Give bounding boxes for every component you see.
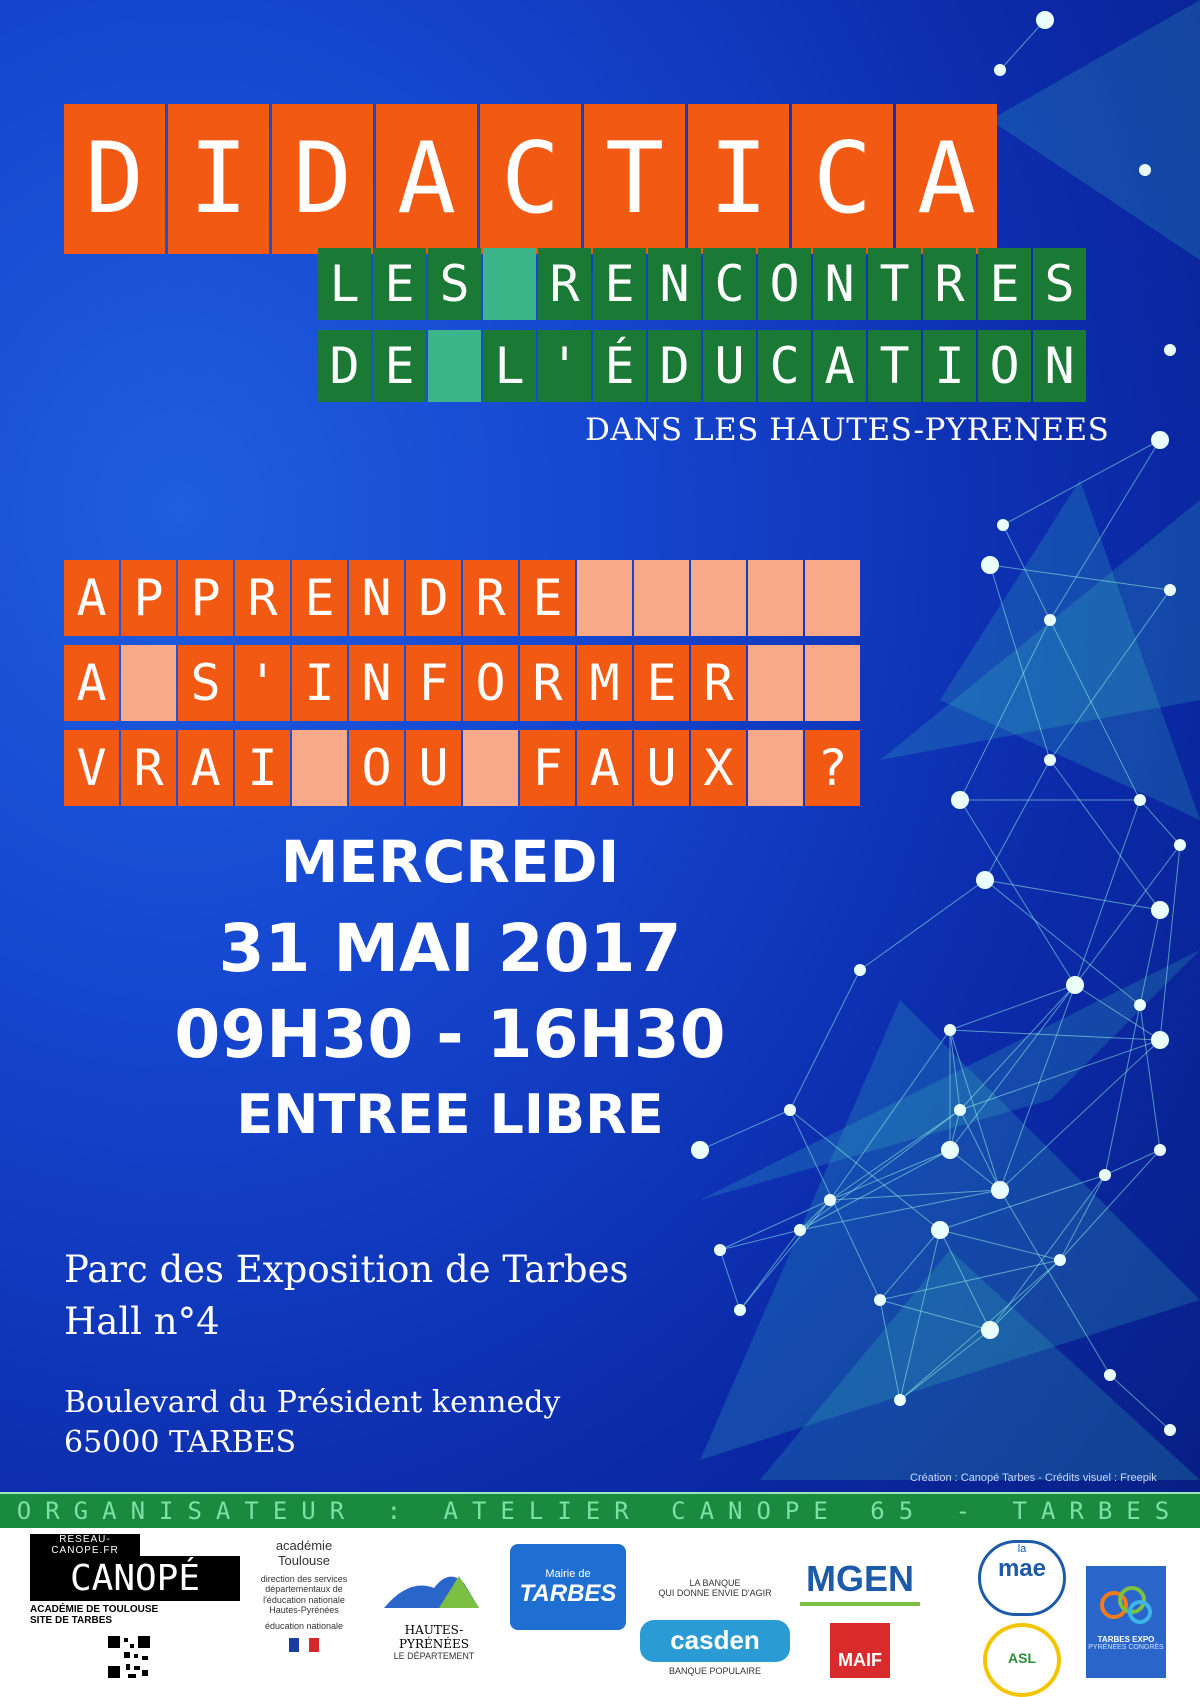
canope-sub1: ACADÉMIE DE TOULOUSE: [30, 1604, 159, 1615]
network-link: [1160, 845, 1180, 1040]
canope-logo: [30, 1534, 240, 1626]
letter-tile: R: [520, 645, 575, 721]
letter-tile: S: [1033, 248, 1086, 320]
letter-tile: E: [373, 248, 426, 320]
flag-icon: [289, 1638, 319, 1652]
venue-city: 65000 TARBES: [64, 1425, 297, 1460]
casden-name: casden: [670, 1625, 760, 1655]
letter-tile: O: [463, 645, 518, 721]
letter-tile: L: [318, 248, 371, 320]
academie-name1: académie: [275, 1538, 333, 1553]
letter-tile: S: [178, 645, 233, 721]
tarbes-expo-sub: PYRÉNÉES CONGRÈS: [1088, 1644, 1164, 1651]
event-entry: ENTREE LIBRE: [236, 1083, 664, 1146]
network-link: [720, 1230, 800, 1250]
network-link: [1075, 800, 1140, 985]
letter-tile: E: [593, 248, 646, 320]
letter-tile: A: [64, 560, 119, 636]
letter-tile: E: [292, 560, 347, 636]
mountain-icon: [379, 1558, 489, 1618]
letter-tile: N: [648, 248, 701, 320]
mairie-name: TARBES: [519, 1580, 617, 1607]
letter-tile: C: [480, 104, 581, 254]
letter-tile: A: [178, 730, 233, 806]
network-node: [1154, 1144, 1166, 1156]
network-node: [1054, 1254, 1066, 1266]
asl-logo: [983, 1623, 1061, 1697]
blank-tile: [577, 560, 632, 636]
network-link: [985, 880, 1140, 1005]
network-node: [1151, 431, 1169, 449]
letter-tile: C: [758, 330, 811, 402]
letter-tile: N: [1033, 330, 1086, 402]
rings-icon: [1096, 1580, 1156, 1630]
network-node: [1036, 11, 1054, 29]
network-node: [931, 1221, 949, 1239]
hp-name: HAUTES-PYRÉNÉES: [398, 1623, 470, 1651]
network-link: [1105, 1150, 1160, 1175]
letter-tile: I: [168, 104, 269, 254]
network-link: [720, 1250, 740, 1310]
blank-tile: [748, 560, 803, 636]
letter-tile: N: [813, 248, 866, 320]
letter-tile: S: [428, 248, 481, 320]
network-node: [976, 871, 994, 889]
letter-tile: N: [349, 560, 404, 636]
network-link: [985, 880, 1160, 910]
maif-name: MAIF: [838, 1650, 882, 1670]
network-node: [714, 1244, 726, 1256]
canope-url: RESEAU-CANOPE.FR: [30, 1534, 140, 1556]
blank-tile: [805, 645, 860, 721]
blank-tile: [428, 330, 481, 402]
hp-sub: LE DÉPARTEMENT: [393, 1651, 475, 1661]
network-node: [874, 1294, 886, 1306]
network-node: [1044, 754, 1056, 766]
blank-tile: [691, 560, 746, 636]
letter-tile: O: [978, 330, 1031, 402]
network-node: [1164, 584, 1176, 596]
mgen-logo: [800, 1558, 920, 1606]
network-node: [794, 1224, 806, 1236]
blank-tile: [634, 560, 689, 636]
mae-logo: [978, 1540, 1066, 1616]
banque-logo: [640, 1578, 790, 1599]
blank-tile: [463, 730, 518, 806]
letter-tile: D: [318, 330, 371, 402]
network-node: [1151, 901, 1169, 919]
letter-tile: E: [520, 560, 575, 636]
tarbes-expo-name: TARBES EXPO: [1097, 1635, 1155, 1644]
network-node: [894, 1394, 906, 1406]
letter-tile: I: [292, 645, 347, 721]
blank-tile: [748, 645, 803, 721]
theme-line-1: [64, 560, 860, 636]
network-node: [1099, 1169, 1111, 1181]
network-node: [981, 556, 999, 574]
letter-tile: R: [923, 248, 976, 320]
region-subtitle: DANS LES HAUTES-PYRENEES: [585, 412, 1110, 448]
network-node: [944, 1024, 956, 1036]
mairie-top: Mairie de: [545, 1568, 591, 1580]
letter-tile: É: [593, 330, 646, 402]
asl-name: ASL: [1008, 1650, 1036, 1666]
subtitle-line-1: [318, 248, 1086, 320]
maif-logo: [830, 1623, 890, 1678]
network-node: [1066, 976, 1084, 994]
blank-tile: [483, 248, 536, 320]
letter-tile: T: [868, 330, 921, 402]
mae-name: mae: [997, 1555, 1047, 1582]
network-node: [1044, 614, 1056, 626]
casden-logo: [640, 1620, 790, 1662]
letter-tile: U: [703, 330, 756, 402]
organizer-banner: ORGANISATEUR : ATELIER CANOPE 65 - TARBES: [0, 1492, 1200, 1530]
letter-tile: R: [538, 248, 591, 320]
letter-tile: U: [634, 730, 689, 806]
academie-sub: éducation nationale: [264, 1621, 344, 1632]
letter-tile: C: [703, 248, 756, 320]
sponsor-strip: [0, 1528, 1200, 1697]
letter-tile: A: [64, 645, 119, 721]
network-link: [985, 760, 1050, 880]
letter-tile: F: [406, 645, 461, 721]
academie-logo: [248, 1538, 360, 1652]
event-day: MERCREDI: [280, 828, 620, 896]
network-node: [1134, 999, 1146, 1011]
letter-tile: I: [688, 104, 789, 254]
letter-tile: ': [235, 645, 290, 721]
network-node: [1104, 1369, 1116, 1381]
network-node: [954, 1104, 966, 1116]
letter-tile: N: [349, 645, 404, 721]
letter-tile: A: [577, 730, 632, 806]
theme-line-3: [64, 730, 860, 806]
letter-tile: D: [648, 330, 701, 402]
event-hours: 09H30 - 16H30: [174, 996, 726, 1073]
canope-sub2: SITE DE TARBES: [30, 1615, 113, 1626]
letter-tile: P: [178, 560, 233, 636]
letter-tile: C: [792, 104, 893, 254]
mgen-name: MGEN: [806, 1558, 914, 1599]
network-node: [734, 1304, 746, 1316]
network-node: [1164, 1424, 1176, 1436]
venue-address: Boulevard du Président kennedy: [64, 1385, 561, 1420]
mairie-tarbes-logo: [510, 1544, 626, 1630]
letter-tile: R: [463, 560, 518, 636]
letter-tile: O: [758, 248, 811, 320]
blank-tile: [121, 645, 176, 721]
mgen-swoosh: [800, 1602, 920, 1606]
letter-tile: M: [577, 645, 632, 721]
network-node: [1134, 794, 1146, 806]
venue-hall: Hall n°4: [64, 1300, 220, 1343]
banque-line2: QUI DONNE ENVIE D'AGIR: [658, 1588, 772, 1599]
letter-tile: V: [64, 730, 119, 806]
letter-tile: E: [373, 330, 426, 402]
letter-tile: E: [978, 248, 1031, 320]
title-tiles: [64, 104, 997, 254]
banque-line1: LA BANQUE: [689, 1578, 741, 1588]
network-node: [1151, 1031, 1169, 1049]
letter-tile: I: [235, 730, 290, 806]
network-node: [824, 1194, 836, 1206]
network-node: [981, 1321, 999, 1339]
letter-tile: A: [376, 104, 477, 254]
letter-tile: I: [923, 330, 976, 402]
network-node: [1164, 344, 1176, 356]
letter-tile: P: [121, 560, 176, 636]
letter-tile: D: [406, 560, 461, 636]
venue-name: Parc des Exposition de Tarbes: [64, 1248, 629, 1291]
network-node: [1174, 839, 1186, 851]
letter-tile: O: [349, 730, 404, 806]
network-facet: [990, 0, 1200, 260]
letter-tile: U: [406, 730, 461, 806]
network-link: [1000, 20, 1045, 70]
letter-tile: E: [634, 645, 689, 721]
blank-tile: [805, 560, 860, 636]
academie-text: direction des services départementaux de l'éducation nationale Hautes-Pyrénées: [260, 1574, 348, 1616]
event-date: 31 MAI 2017: [218, 910, 682, 987]
blank-tile: [748, 730, 803, 806]
credit-line: Création : Canopé Tarbes - Crédits visuel : Freepik: [910, 1472, 1157, 1484]
theme-line-2: [64, 645, 860, 721]
mae-top: la: [1017, 1543, 1027, 1555]
letter-tile: D: [272, 104, 373, 254]
canope-name: CANOPÉ: [30, 1556, 240, 1601]
network-node: [1139, 164, 1151, 176]
letter-tile: D: [64, 104, 165, 254]
tarbes-expo-logo: [1086, 1566, 1166, 1678]
letter-tile: ': [538, 330, 591, 402]
qr-code-icon: [106, 1634, 152, 1680]
hautes-pyrenees-logo: [372, 1558, 496, 1661]
letter-tile: F: [520, 730, 575, 806]
blank-tile: [292, 730, 347, 806]
casden-sub: BANQUE POPULAIRE: [668, 1666, 762, 1676]
letter-tile: R: [235, 560, 290, 636]
letter-tile: T: [584, 104, 685, 254]
network-node: [991, 1181, 1009, 1199]
letter-tile: X: [691, 730, 746, 806]
letter-tile: R: [691, 645, 746, 721]
letter-tile: L: [483, 330, 536, 402]
subtitle-line-2: [318, 330, 1086, 402]
network-node: [994, 64, 1006, 76]
letter-tile: ?: [805, 730, 860, 806]
letter-tile: T: [868, 248, 921, 320]
network-link: [1140, 1005, 1160, 1150]
letter-tile: R: [121, 730, 176, 806]
academie-name2: Toulouse: [277, 1553, 331, 1568]
network-node: [997, 519, 1009, 531]
network-node: [941, 1141, 959, 1159]
network-node: [951, 791, 969, 809]
letter-tile: A: [896, 104, 997, 254]
letter-tile: A: [813, 330, 866, 402]
